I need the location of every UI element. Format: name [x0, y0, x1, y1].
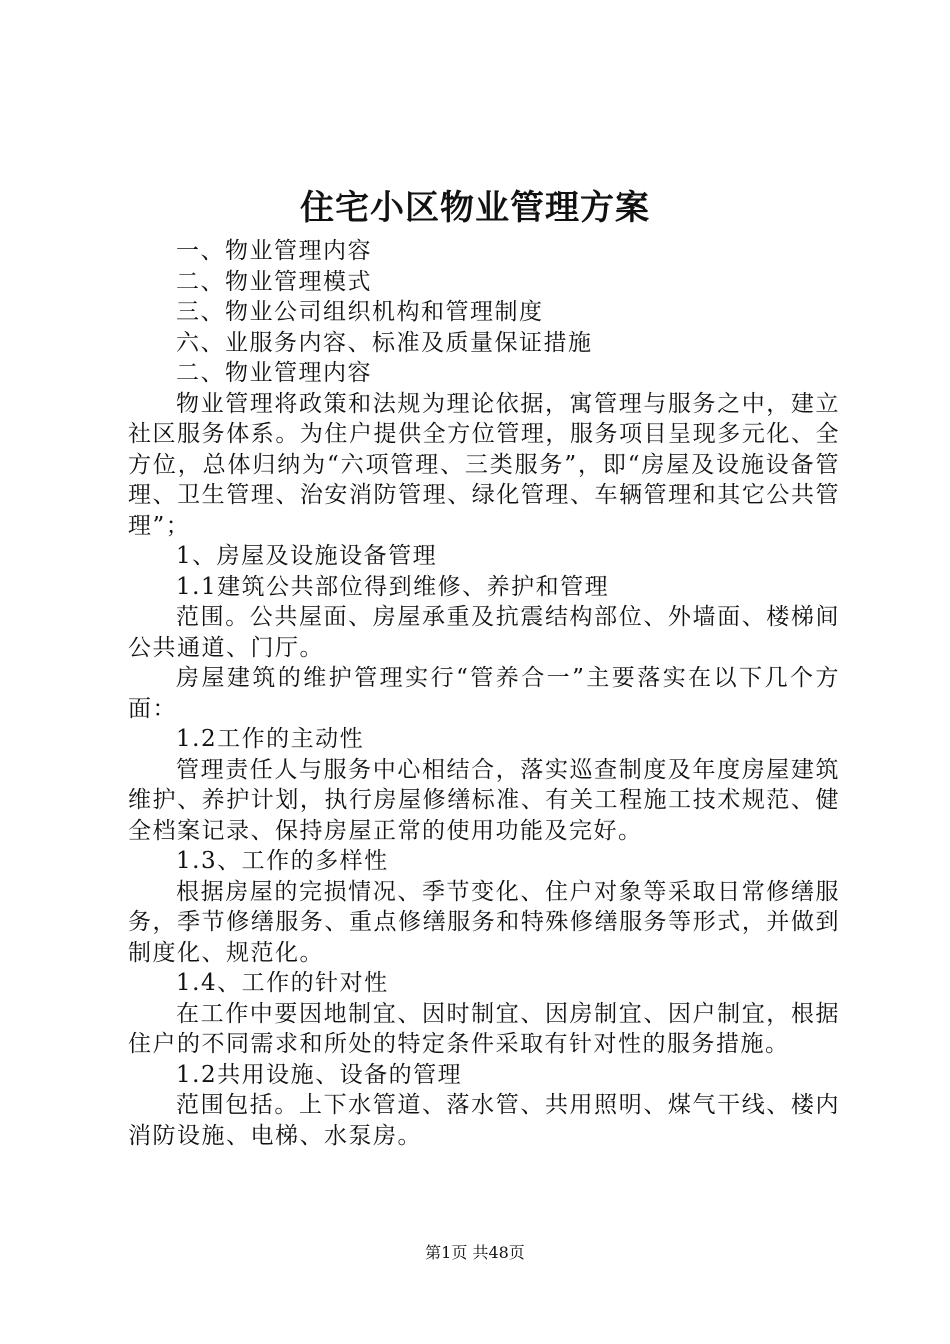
document-body [128, 236, 840, 1151]
paragraph: 1.2共用设施、设备的管理 [176, 1061, 463, 1088]
paragraph: 在工作中要因地制宜、因时制宜、因房制宜、因户制宜，根据住户的不同需求和所处的特定条件采取有针对性的服务措施。 [128, 1000, 840, 1057]
paragraph: 根据房屋的完损情况、季节变化、住户对象等采取日常修缮服务，季节修缮服务、重点修缮服务和特殊修缮服务等形式，并做到制度化、规范化。 [128, 878, 840, 966]
paragraph: 1.4、工作的针对性 [176, 970, 389, 996]
paragraph: 六、业服务内容、标准及质量保证措施 [176, 329, 593, 356]
paragraph: 1.1建筑公共部位得到维修、养护和管理 [176, 573, 610, 600]
page-footer: 第1页 共48页 [425, 1243, 525, 1262]
paragraph: 管理责任人与服务中心相结合，落实巡查制度及年度房屋建筑维护、养护计划，执行房屋修缮标准、有关工程施工技术规范、健全档案记录、保持房屋正常的使用功能及完好。 [128, 756, 840, 844]
paragraph: 物业管理将政策和法规为理论依据，寓管理与服务之中，建立社区服务体系。为住户提供全方位管理，服务项目呈现多元化、全方位，总体归纳为“六项管理、三类服务”，即“房屋及设施设备管理、卫生管理、治安消防管理、绿化管理、车辆管理和其它公共管理”； [128, 390, 840, 539]
paragraph: 二、物业管理模式 [176, 268, 372, 295]
paragraph: 1.3、工作的多样性 [176, 848, 389, 874]
paragraph: 1.2工作的主动性 [176, 726, 365, 752]
paragraph: 房屋建筑的维护管理实行“管养合一”主要落实在以下几个方面： [128, 665, 840, 722]
paragraph: 范围。公共屋面、房屋承重及抗震结构部位、外墙面、楼梯间公共通道、门厅。 [128, 604, 840, 661]
paragraph: 一、物业管理内容 [176, 238, 372, 264]
paragraph: 1、房屋及设施设备管理 [176, 543, 438, 569]
paragraph: 范围包括。上下水管道、落水管、共用照明、煤气干线、楼内消防设施、电梯、水泵房。 [128, 1092, 840, 1149]
paragraph: 二、物业管理内容 [176, 360, 372, 386]
document-title: 住宅小区物业管理方案 [300, 188, 650, 228]
paragraph: 三、物业公司组织机构和管理制度 [176, 299, 544, 325]
